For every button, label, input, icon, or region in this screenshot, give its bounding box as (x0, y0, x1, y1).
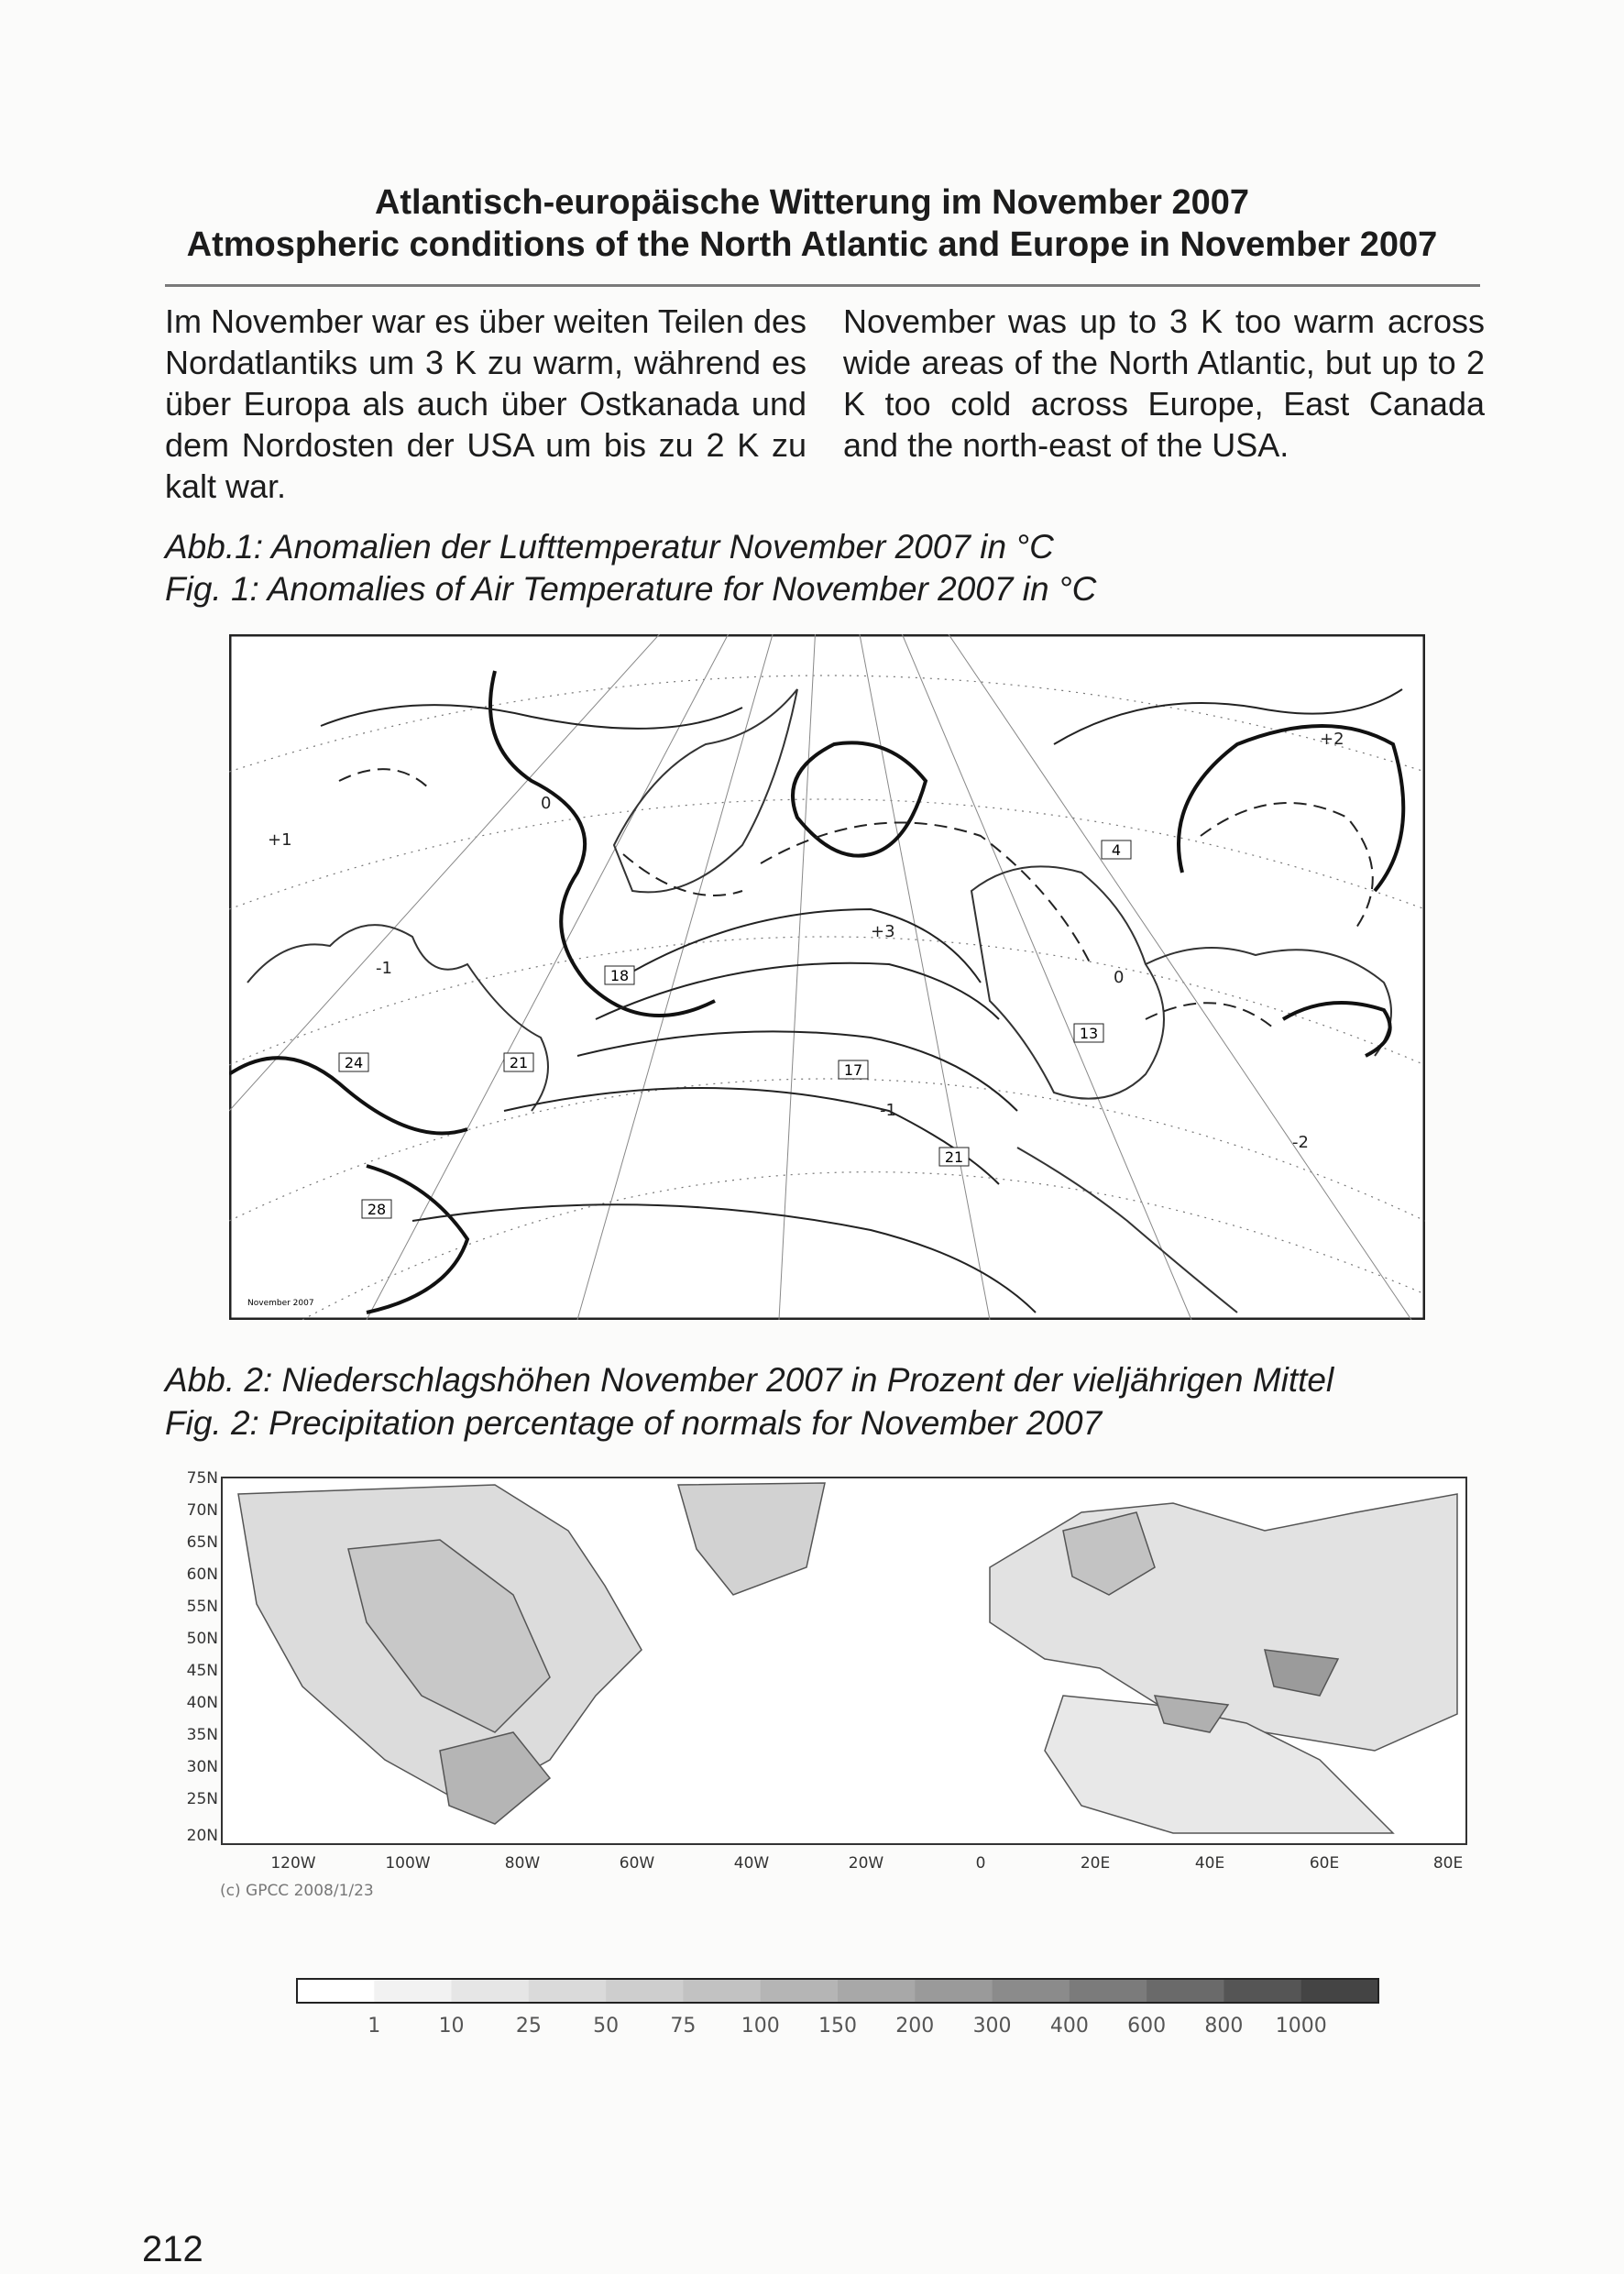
lat-tick: 50N (186, 1630, 218, 1648)
text-german: Im November war es über weiten Teilen des Nordatlantiks um 3 K zu warm, während es über Europa als auch über Ostkanada und dem Nordosten der USA um bis zu 2 K zu kalt war. (165, 302, 807, 505)
legend-swatch (606, 1979, 684, 2003)
gpcc-credit: (c) GPCC 2008/1/23 (220, 1882, 374, 1900)
fig1-text-german: Anomalien der Lufttemperatur November 2007 in °C (270, 528, 1054, 566)
lon-tick: 40E (1194, 1854, 1225, 1873)
lat-tick: 65N (186, 1533, 218, 1552)
fig1-label-english: Fig. 1: (165, 570, 259, 608)
legend-label: 200 (895, 2015, 935, 2038)
lat-tick: 40N (186, 1694, 218, 1712)
svg-text:28: 28 (367, 1201, 387, 1218)
station-box (362, 1200, 391, 1218)
lon-tick: 0 (975, 1854, 986, 1873)
station-box (605, 966, 634, 984)
lat-tick: 30N (186, 1758, 218, 1776)
legend-label: 600 (1127, 2015, 1167, 2038)
lat-tick: 70N (186, 1501, 218, 1520)
lon-tick: 100W (385, 1854, 431, 1873)
svg-text:4: 4 (1111, 841, 1122, 859)
title-english: Atmospheric conditions of the North Atlantic and Europe in November 2007 (186, 225, 1438, 264)
contour-label: 0 (541, 794, 552, 813)
lat-tick: 25N (186, 1790, 218, 1808)
lat-tick: 60N (186, 1565, 218, 1584)
page-number: 212 (142, 2229, 203, 2269)
legend-swatch (683, 1979, 761, 2003)
legend-swatch (761, 1979, 839, 2003)
contour-label: -1 (376, 959, 392, 978)
lon-tick: 40W (733, 1854, 770, 1873)
fig1-label-german: Abb.1: (165, 528, 263, 566)
legend-label: 10 (438, 2015, 465, 2038)
fig2-caption-german (165, 1361, 1333, 1400)
station-box (339, 1053, 368, 1071)
lat-tick: 75N (186, 1469, 218, 1488)
fig2-label-german: Abb. 2: (165, 1361, 273, 1399)
fig1-text-english: Anomalies of Air Temperature for November 2007 in °C (267, 570, 1097, 608)
station-box (939, 1148, 969, 1166)
lon-tick: 80W (504, 1854, 541, 1873)
contour-label: +1 (268, 830, 292, 850)
contour-label: +3 (871, 922, 895, 941)
station-box (1074, 1024, 1103, 1042)
legend-swatch (1301, 1979, 1379, 2003)
svg-text:21: 21 (944, 1148, 964, 1166)
legend-label: 400 (1049, 2015, 1089, 2038)
legend-label: 800 (1204, 2015, 1244, 2038)
contour-label: 0 (1114, 968, 1125, 987)
legend-swatch (374, 1979, 452, 2003)
legend-swatch (297, 1979, 375, 2003)
fig2-caption-english (165, 1404, 1102, 1443)
svg-text:18: 18 (609, 967, 630, 984)
legend-label: 1000 (1275, 2015, 1327, 2038)
legend-swatch (1147, 1979, 1224, 2003)
station-box (1102, 840, 1131, 859)
station-box (504, 1053, 533, 1071)
lon-tick: 20E (1080, 1854, 1111, 1873)
contour-label: +2 (1320, 730, 1344, 749)
lat-tick: 45N (186, 1662, 218, 1680)
legend-swatch (1223, 1979, 1301, 2003)
temperature-anomaly-map (229, 634, 1425, 1320)
lon-tick: 120W (270, 1854, 316, 1873)
legend-label: 25 (515, 2015, 542, 2038)
legend-label: 100 (741, 2015, 780, 2038)
precipitation-map (165, 1457, 1485, 1916)
svg-text:21: 21 (509, 1054, 529, 1071)
lon-tick: 80E (1432, 1854, 1464, 1873)
legend-label: 300 (972, 2015, 1012, 2038)
legend-label: 1 (368, 2015, 381, 2038)
legend-label: 75 (670, 2015, 697, 2038)
map-date-label: November 2007 (247, 1299, 314, 1308)
fig1-caption-german (165, 528, 1054, 566)
legend-swatch (452, 1979, 530, 2003)
lon-tick: 20W (848, 1854, 884, 1873)
title-german: Atlantisch-europäische Witterung im November 2007 (374, 183, 1250, 222)
text-english: November was up to 3 K too warm across wide areas of the North Atlantic, but up to 2 K too cold across Europe, East Canada and the north-east of the USA. (843, 302, 1485, 464)
fig2-text-german: Niederschlagshöhen November 2007 in Prozent der vieljährigen Mittel (281, 1361, 1334, 1399)
lat-tick: 35N (186, 1726, 218, 1744)
legend-label: 50 (593, 2015, 620, 2038)
precipitation-legend (293, 1975, 1384, 2049)
svg-text:17: 17 (843, 1061, 863, 1079)
contour-label: -2 (1292, 1133, 1309, 1152)
lat-tick: 20N (186, 1827, 218, 1845)
lat-tick: 55N (186, 1598, 218, 1616)
lon-tick: 60E (1309, 1854, 1340, 1873)
legend-swatch (993, 1979, 1070, 2003)
legend-swatch (529, 1979, 607, 2003)
svg-text:24: 24 (344, 1054, 364, 1071)
legend-swatch (915, 1979, 993, 2003)
fig1-caption-english (165, 570, 1096, 609)
fig2-label-english: Fig. 2: (165, 1404, 259, 1442)
legend-swatch (838, 1979, 916, 2003)
lon-tick: 60W (619, 1854, 655, 1873)
svg-text:13: 13 (1079, 1025, 1099, 1042)
title-divider (165, 284, 1480, 287)
legend-swatch (1070, 1979, 1147, 2003)
legend-label: 150 (818, 2015, 857, 2038)
station-box (839, 1060, 868, 1079)
fig2-text-english: Precipitation percentage of normals for November 2007 (269, 1404, 1103, 1442)
contour-label: -1 (880, 1101, 896, 1120)
